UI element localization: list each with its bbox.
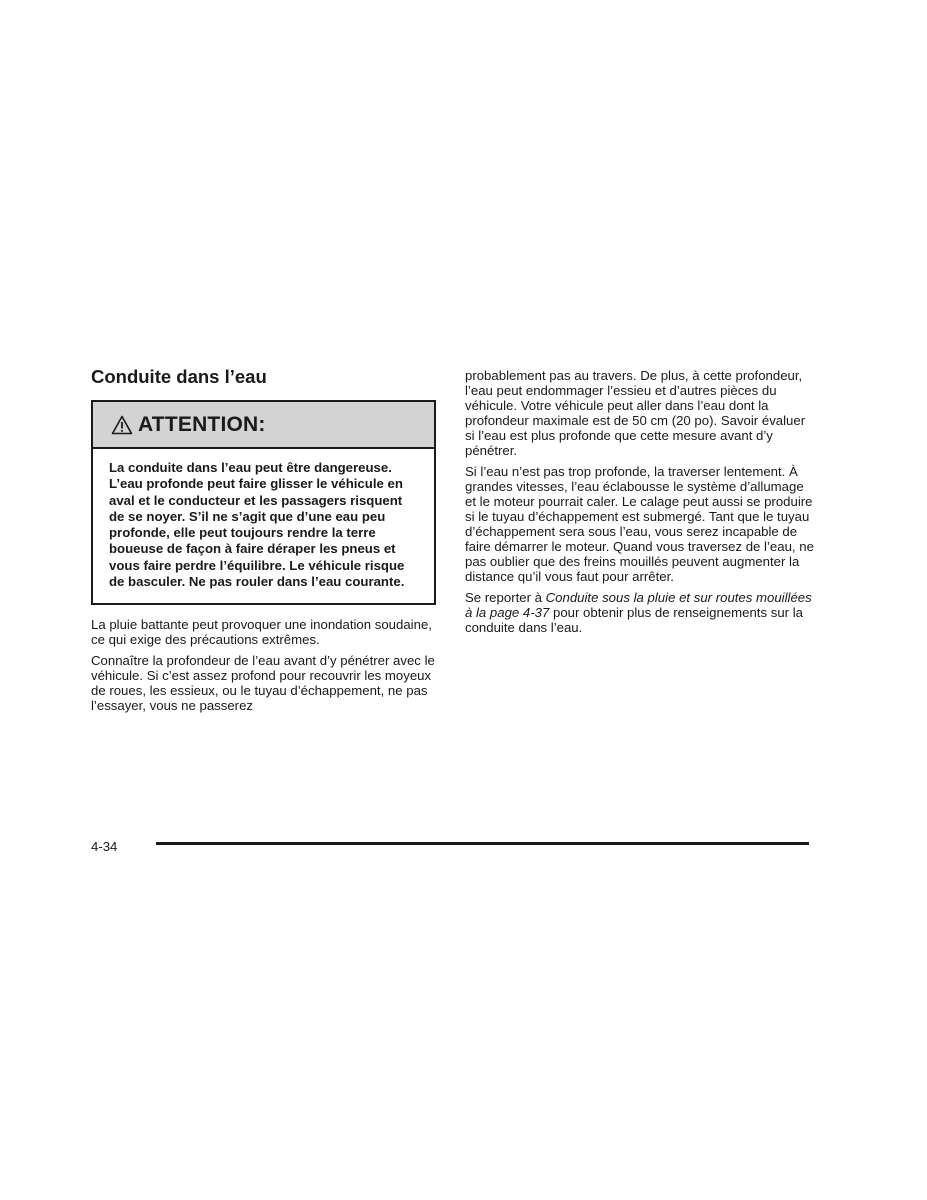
warning-text: La conduite dans l’eau peut être dangereuse. L’eau profonde peut faire glisser le véhicule en aval et le conducteur et les passagers risquent de se noyer. S’il ne s’agit que d’une eau peu profonde, elle peut toujours rendre la terre boueuse de façon à faire déraper les pneus et vous faire perdre l’équilibre. Le véhicule risque de basculer. Ne pas rouler dans l’eau courante. (109, 460, 405, 590)
section-title: Conduite dans l’eau (91, 366, 267, 387)
paragraph: Connaître la profondeur de l’eau avant d’y pénétrer avec le véhicule. Si c’est assez profond pour recouvrir les moyeux de roues, les essieux, ou le tuyau d’échappement, ne pas l’essayer, vous ne passerez (91, 653, 435, 713)
right-column (465, 368, 815, 641)
paragraph: probablement pas au travers. De plus, à cette profondeur, l’eau peut endommager l’essieu et d’autres pièces du véhicule. Votre véhicule peut aller dans l’eau dont la profondeur maximale est de 50 cm (20 po). Savoir évaluer si l’eau est plus profonde que cette mesure avant d’y pénétrer. (465, 368, 806, 458)
warning-triangle-icon (111, 415, 133, 435)
paragraph (465, 590, 815, 635)
warning-box (91, 400, 436, 605)
page-number: 4-34 (91, 839, 118, 854)
left-column (91, 617, 436, 719)
warning-header (93, 402, 434, 449)
paragraph: La pluie battante peut provoquer une inondation soudaine, ce qui exige des précautions extrêmes. (91, 617, 432, 647)
footer-rule (156, 842, 809, 845)
reference-prefix: Se reporter à (465, 590, 546, 605)
reference-suffix: pour obtenir plus de renseignements sur la conduite dans l’eau. (465, 605, 803, 635)
cross-reference-link[interactable]: Conduite sous la pluie et sur routes mouillées à la page 4-37 (465, 590, 812, 620)
warning-label: ATTENTION: (138, 412, 266, 436)
paragraph: Si l’eau n’est pas trop profonde, la traverser lentement. À grandes vitesses, l’eau éclabousse le système d’allumage et le moteur pourrait caler. Le calage peut aussi se produire si le tuyau d’échappement est submergé. Tant que le tuyau d’échappement sera sous l’eau, vous serez incapable de faire démarrer le moteur. Quand vous traversez de l’eau, ne pas oublier que des freins mouillés peuvent augmenter la distance qu’il vous faut pour arrêter. (465, 464, 814, 584)
